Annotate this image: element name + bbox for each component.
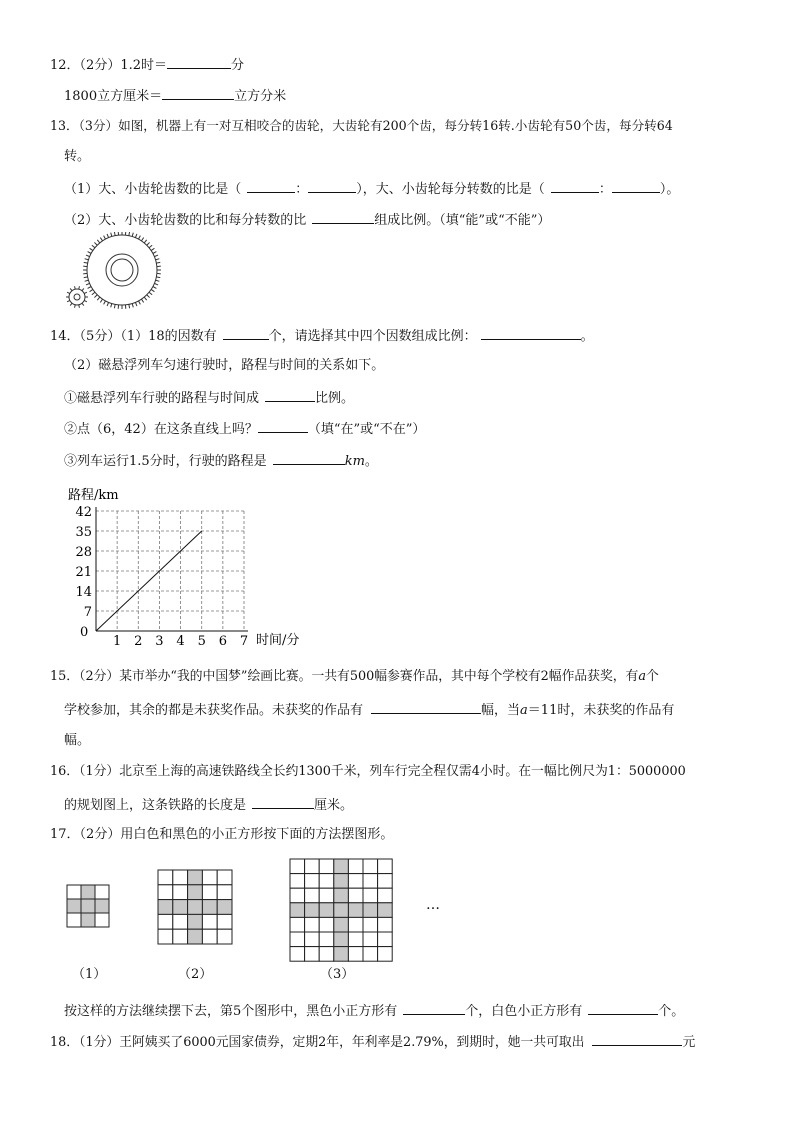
- q14-blank-1[interactable]: [223, 326, 269, 340]
- pattern-label-3: （3）: [320, 967, 355, 982]
- q13-blank-5[interactable]: [312, 210, 374, 224]
- black-square: [363, 903, 378, 918]
- white-square: [348, 859, 363, 874]
- black-square: [334, 903, 349, 918]
- white-square: [158, 914, 173, 929]
- q12-text: 12．（2分）1.2时＝: [50, 58, 167, 73]
- q12-blank-2[interactable]: [162, 86, 234, 100]
- y-tick-label: 21: [75, 565, 92, 580]
- x-tick-label: 3: [155, 634, 164, 649]
- white-square: [173, 914, 188, 929]
- y-axis-label: 路程/km: [68, 488, 119, 503]
- white-square: [305, 917, 320, 932]
- q12-line2: [64, 86, 286, 106]
- white-square: [305, 947, 320, 962]
- black-square: [158, 900, 173, 915]
- black-square: [319, 903, 334, 918]
- pattern-figure-2: [157, 869, 233, 945]
- black-square: [305, 903, 320, 918]
- black-square: [81, 913, 95, 927]
- q16-line2: 的规划图上，这条铁路的长度是 厘米。: [64, 795, 353, 815]
- q15-line1: 15．（2分）某市举办“我的中国梦”绘画比赛。一共有500幅参赛作品，其中每个学校有2幅作品获奖，有a个: [50, 669, 659, 684]
- q18-line: 18．（1分）王阿姨买了6000元国家债券，定期2年，年利率是2.79%，到期时，她一共可取出 元: [50, 1032, 695, 1052]
- black-square: [334, 888, 349, 903]
- q17-blank-2[interactable]: [588, 1001, 658, 1015]
- white-square: [363, 947, 378, 962]
- white-square: [319, 888, 334, 903]
- white-square: [158, 885, 173, 900]
- white-square: [348, 932, 363, 947]
- q16-line1: 16．（1分）北京至上海的高速铁路线全长约1300千米，列车行完全程仅需4小时。在一幅比例尺为1：5000000: [50, 764, 686, 779]
- q12-unit-1: 分: [231, 58, 245, 73]
- black-square: [81, 899, 95, 913]
- x-tick-label: 1: [113, 634, 122, 649]
- y-tick-label: 35: [75, 525, 92, 540]
- q12-blank-1[interactable]: [167, 55, 231, 69]
- white-square: [290, 932, 305, 947]
- small-gear: [66, 286, 88, 307]
- white-square: [363, 888, 378, 903]
- white-square: [305, 932, 320, 947]
- q13-head-cont: 转。: [64, 149, 91, 164]
- y-tick-label: 42: [75, 505, 92, 520]
- q12-line1: [50, 55, 244, 75]
- y-tick-label: 28: [75, 545, 92, 560]
- q16-blank[interactable]: [252, 795, 314, 809]
- black-square: [348, 903, 363, 918]
- white-square: [290, 947, 305, 962]
- black-square: [188, 914, 203, 929]
- gears-figure: [60, 232, 170, 312]
- pattern-label-1: （1）: [72, 967, 107, 982]
- white-square: [378, 917, 393, 932]
- y-tick-label: 14: [75, 585, 92, 600]
- white-square: [378, 874, 393, 889]
- white-square: [290, 859, 305, 874]
- white-square: [319, 947, 334, 962]
- white-square: [319, 859, 334, 874]
- q13-blank-2[interactable]: [308, 179, 356, 193]
- black-square: [334, 947, 349, 962]
- black-square: [188, 900, 203, 915]
- q13-blank-4[interactable]: [612, 179, 660, 193]
- white-square: [217, 929, 232, 944]
- pattern-ellipsis: …: [426, 897, 440, 913]
- white-square: [319, 917, 334, 932]
- q18-blank[interactable]: [592, 1032, 682, 1046]
- white-square: [67, 913, 81, 927]
- white-square: [319, 874, 334, 889]
- q13-part2: （2）大、小齿轮齿数的比和每分转数的比 组成比例。（填“能”或“不能”）: [64, 210, 550, 230]
- q14-head: 14．（5分）（1）18的因数有 个，请选择其中四个因数组成比例： 。: [50, 326, 594, 346]
- q17-head: 17．（2分）用白色和黑色的小正方形按下面的方法摆图形。: [50, 827, 394, 842]
- white-square: [378, 947, 393, 962]
- q14-blank-4[interactable]: [258, 419, 308, 433]
- white-square: [305, 874, 320, 889]
- q15-blank-1[interactable]: [371, 700, 481, 714]
- x-tick-label: 5: [197, 634, 206, 649]
- white-square: [173, 929, 188, 944]
- q17-blank-1[interactable]: [403, 1001, 465, 1015]
- white-square: [348, 874, 363, 889]
- x-tick-label: 4: [176, 634, 185, 649]
- black-square: [81, 885, 95, 899]
- white-square: [202, 914, 217, 929]
- distance-time-chart: [60, 483, 320, 655]
- series-line-0: [96, 531, 202, 631]
- q14-blank-5[interactable]: [273, 451, 345, 465]
- x-axis-label: 时间/分: [256, 633, 300, 648]
- black-square: [173, 900, 188, 915]
- white-square: [158, 870, 173, 885]
- black-square: [188, 929, 203, 944]
- white-square: [95, 885, 109, 899]
- q17-tail: 按这样的方法继续摆下去，第5个图形中，黑色小正方形有 个，白色小正方形有 个。: [64, 1001, 684, 1021]
- pattern-label-2: （2）: [178, 967, 213, 982]
- q12-text-2: 1800立方厘米＝: [64, 89, 163, 104]
- white-square: [217, 914, 232, 929]
- white-square: [378, 859, 393, 874]
- pattern-figure-1: [66, 884, 110, 928]
- white-square: [202, 929, 217, 944]
- black-square: [334, 859, 349, 874]
- q14-blank-2[interactable]: [481, 326, 581, 340]
- white-square: [173, 870, 188, 885]
- white-square: [67, 885, 81, 899]
- white-square: [202, 885, 217, 900]
- white-square: [319, 932, 334, 947]
- black-square: [188, 870, 203, 885]
- pattern-figure-3: [289, 858, 393, 962]
- x-tick-label: 6: [218, 634, 227, 649]
- white-square: [348, 888, 363, 903]
- white-square: [158, 929, 173, 944]
- white-square: [290, 888, 305, 903]
- white-square: [363, 932, 378, 947]
- q13-part1: （1）大、小齿轮齿数的比是（ ： ），大、小齿轮每分转数的比是（ ： ）。: [64, 179, 679, 199]
- q14-part2: （2）磁悬浮列车匀速行驶时，路程与时间的关系如下。: [64, 358, 385, 373]
- white-square: [348, 947, 363, 962]
- black-square: [95, 899, 109, 913]
- white-square: [305, 859, 320, 874]
- white-square: [348, 917, 363, 932]
- q13-blank-1[interactable]: [247, 179, 295, 193]
- black-square: [290, 903, 305, 918]
- white-square: [378, 932, 393, 947]
- white-square: [363, 859, 378, 874]
- q14-c2: ②点（6，42）在这条直线上吗？ （填“在”或“不在”）: [64, 419, 425, 439]
- q15-line3: 幅。: [64, 733, 91, 748]
- white-square: [363, 917, 378, 932]
- black-square: [67, 899, 81, 913]
- black-square: [202, 900, 217, 915]
- white-square: [290, 917, 305, 932]
- q14-c1: ①磁悬浮列车行驶的路程与时间成 比例。: [64, 388, 354, 408]
- white-square: [173, 885, 188, 900]
- white-square: [217, 885, 232, 900]
- x-tick-label: 2: [134, 634, 143, 649]
- white-square: [290, 874, 305, 889]
- white-square: [95, 913, 109, 927]
- black-square: [217, 900, 232, 915]
- q13-head: 13．（3分）如图，机器上有一对互相咬合的齿轮，大齿轮有200个齿，每分转16转.小齿轮有50个齿，每分转64: [50, 118, 673, 133]
- q14-blank-3[interactable]: [265, 388, 315, 402]
- black-square: [334, 917, 349, 932]
- q13-blank-3[interactable]: [551, 179, 599, 193]
- q14-c3: ③列车运行1.5分时，行驶的路程是 km。: [64, 451, 378, 471]
- white-square: [217, 870, 232, 885]
- black-square: [334, 874, 349, 889]
- q15-line2: 学校参加，其余的都是未获奖作品。未获奖的作品有 幅，当a＝11时，未获奖的作品有: [64, 700, 674, 720]
- white-square: [378, 888, 393, 903]
- black-square: [334, 932, 349, 947]
- x-tick-label: 7: [239, 634, 249, 649]
- black-square: [188, 885, 203, 900]
- white-square: [202, 870, 217, 885]
- white-square: [305, 888, 320, 903]
- white-square: [363, 874, 378, 889]
- origin-label: 0: [80, 625, 89, 640]
- y-tick-label: 7: [83, 605, 92, 620]
- black-square: [378, 903, 393, 918]
- q12-unit-2: 立方分米: [234, 89, 287, 104]
- big-gear: [83, 232, 161, 309]
